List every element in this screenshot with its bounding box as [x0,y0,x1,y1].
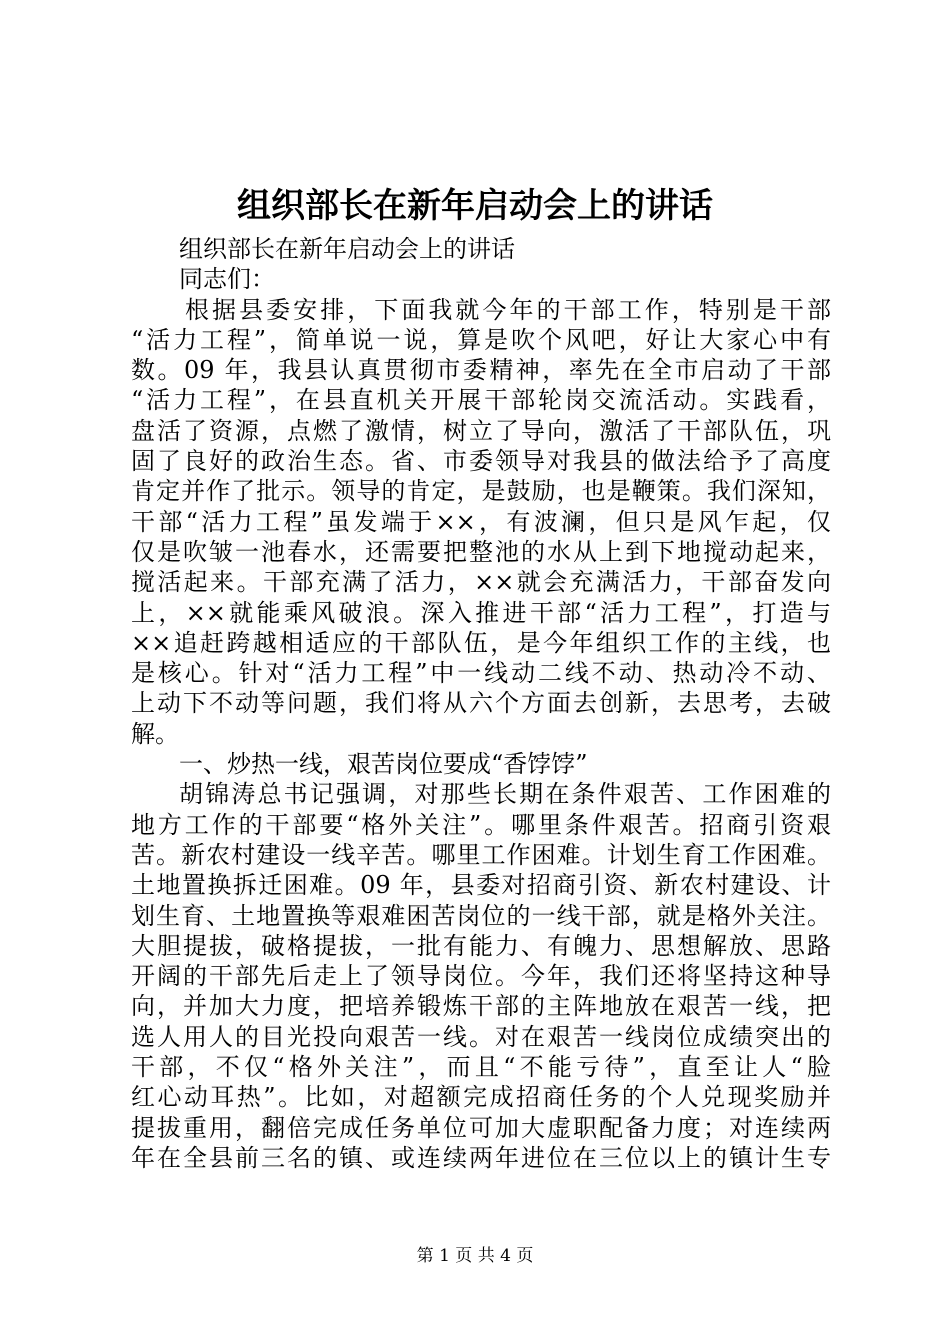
paragraph-line: 地方工作的干部要“格外关注”。哪里条件艰苦。招商引资艰 [131,810,831,839]
section-heading: 一、炒热一线，艰苦岗位要成“香饽饽” [179,750,588,779]
paragraph-line: 开阔的干部先后走上了领导岗位。今年，我们还将坚持这种导 [131,962,831,991]
paragraph-line: 土地置换拆迁困难。09 年，县委对招商引资、新农村建设、计 [131,871,831,900]
paragraph-line: 上，××就能乘风破浪。深入推进干部“活力工程”，打造与 [131,598,831,627]
paragraph-line: 干部“活力工程”虽发端于××，有波澜，但只是风乍起，仅 [131,507,831,536]
document-title: 组织部长在新年启动会上的讲话 [237,186,713,226]
paragraph-line: “活力工程”，简单说一说，算是吹个风吧，好让大家心中有 [131,325,831,354]
paragraph-line: 胡锦涛总书记强调，对那些长期在条件艰苦、工作困难的 [179,780,831,809]
page-footer: 第 1 页 共 4 页 [416,1246,534,1266]
paragraph-line: 搅活起来。干部充满了活力，××就会充满活力，干部奋发向 [131,568,831,597]
paragraph-line: “活力工程”，在县直机关开展干部轮岗交流活动。实践看， [131,386,831,415]
paragraph-line: 根据县委安排，下面我就今年的干部工作，特别是干部 [185,295,831,324]
paragraph-line: 提拔重用，翻倍完成任务单位可加大虚职配备力度；对连续两 [131,1113,831,1142]
paragraph-line: 苦。新农村建设一线辛苦。哪里工作困难。计划生育工作困难。 [131,840,831,869]
paragraph-line: 划生育、土地置换等艰难困苦岗位的一线干部，就是格外关注。 [131,901,831,930]
paragraph-line: 选人用人的目光投向艰苦一线。对在艰苦一线岗位成绩突出的 [131,1022,831,1051]
paragraph-line: 干部，不仅“格外关注”，而且“不能亏待”，直至让人“脸 [131,1053,831,1082]
paragraph-line: 大胆提拔，破格提拔，一批有能力、有魄力、思想解放、思路 [131,931,831,960]
paragraph-line: ××追赶跨越相适应的干部队伍，是今年组织工作的主线，也 [131,628,831,657]
paragraph-line: 年在全县前三名的镇、或连续两年进位在三位以上的镇计生专 [131,1143,831,1172]
paragraph-line: 向，并加大力度，把培养锻炼干部的主阵地放在艰苦一线，把 [131,992,831,1021]
paragraph-line: 固了良好的政治生态。省、市委领导对我县的做法给予了高度 [131,447,831,476]
paragraph-line: 上动下不动等问题，我们将从六个方面去创新，去思考，去破 [131,689,831,718]
paragraph-line: 红心动耳热”。比如，对超额完成招商任务的个人兑现奖励并 [131,1083,831,1112]
paragraph-line: 解。 [131,719,179,748]
subtitle-line: 组织部长在新年启动会上的讲话 [179,235,515,263]
paragraph-line: 仅是吹皱一池春水，还需要把整池的水从上到下地搅动起来， [131,537,831,566]
paragraph-line: 数。09 年，我县认真贯彻市委精神，率先在全市启动了干部 [131,356,831,385]
document-body [131,234,831,1173]
salutation-line: 同志们： [179,265,275,294]
paragraph-line: 是核心。针对“活力工程”中一线动二线不动、热动冷不动、 [131,659,831,688]
paragraph-line: 肯定并作了批示。领导的肯定，是鼓励，也是鞭策。我们深知， [131,477,831,506]
paragraph-line: 盘活了资源，点燃了激情，树立了导向，激活了干部队伍，巩 [131,416,831,445]
